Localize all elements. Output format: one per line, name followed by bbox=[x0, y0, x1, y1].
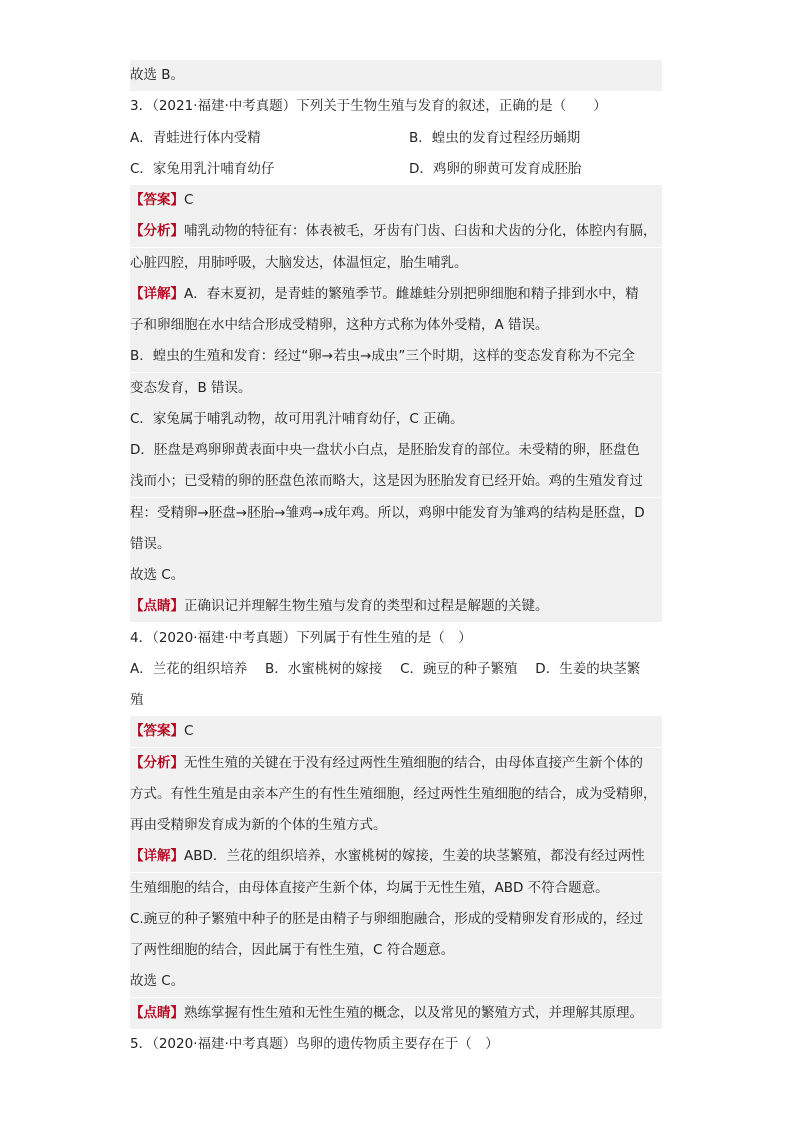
key-point-tag: 【点睛】 bbox=[130, 1005, 184, 1021]
question-4-answer bbox=[130, 716, 662, 747]
question-3-analysis-line-2: 心脏四腔，用肺呼吸，大脑发达，体温恒定，胎生哺乳。 bbox=[130, 248, 662, 279]
question-5-stem: 5．（2020·福建·中考真题）鸟卵的遗传物质主要存在于（ ） bbox=[130, 1036, 499, 1052]
question-3-detail-line-8: 程：受精卵→胚盘→胚胎→雏鸡→成年鸡。所以，鸡卵中能发育为雏鸡的结构是胚盘，D bbox=[130, 498, 662, 529]
question-4-detail-line-3: C.豌豆的种子繁殖中种子的胚是由精子与卵细胞融合，形成的受精卵发育形成的，经过 bbox=[130, 904, 662, 935]
answer-value: C bbox=[184, 723, 194, 739]
question-3-detail-line-9: 错误。 bbox=[130, 529, 662, 560]
answer-value: C bbox=[184, 192, 194, 208]
analysis-tag: 【分析】 bbox=[130, 755, 184, 771]
question-3-options-row-1 bbox=[130, 123, 662, 154]
question-4-options-line-1: A．兰花的组织培养 B．水蜜桃树的嫁接 C．豌豆的种子繁殖 D．生姜的块茎繁 bbox=[130, 661, 641, 677]
question-4-conclusion: 故选 C。 bbox=[130, 966, 662, 997]
question-4-stem: 4．（2020·福建·中考真题）下列属于有性生殖的是（ ） bbox=[130, 630, 472, 646]
question-3-option-c: C．家兔用乳汁哺育幼仔 bbox=[130, 161, 275, 177]
question-4-options-line-2: 殖 bbox=[130, 692, 144, 708]
question-3-option-d: D．鸡卵的卵黄可发育成胚胎 bbox=[409, 161, 582, 177]
answer-tag: 【答案】 bbox=[130, 192, 184, 208]
answer-tag: 【答案】 bbox=[130, 723, 184, 739]
question-4-analysis-line-1: 【分析】无性生殖的关键在于没有经过两性生殖细胞的结合，由母体直接产生新个体的 bbox=[130, 748, 662, 779]
question-3-detail-line-7: 浅而小；已受精的卵的胚盘色浓而略大，这是因为胚胎发育已经开始。鸡的生殖发育过 bbox=[130, 466, 662, 497]
question-4-analysis-line-2: 方式。有性生殖是由亲本产生的有性生殖细胞，经过两性生殖细胞的结合，成为受精卵， bbox=[130, 779, 662, 810]
detail-tag: 【详解】 bbox=[130, 848, 184, 864]
question-3-option-a: A．青蛙进行体内受精 bbox=[130, 130, 261, 146]
previous-answer-conclusion: 故选 B。 bbox=[130, 60, 662, 91]
question-4-detail-line-1: 【详解】ABD．兰花的组织培养，水蜜桃树的嫁接，生姜的块茎繁殖，都没有经过两性 bbox=[130, 841, 662, 872]
question-3-detail-line-2: 子和卵细胞在水中结合形成受精卵，这种方式称为体外受精，A 错误。 bbox=[130, 310, 662, 341]
question-3-detail-line-1: 【详解】A．春末夏初，是青蛙的繁殖季节。雌雄蛙分别把卵细胞和精子排到水中，精 bbox=[130, 279, 662, 310]
key-point-tag: 【点睛】 bbox=[130, 598, 184, 614]
question-4-detail-line-2: 生殖细胞的结合，由母体直接产生新个体，均属于无性生殖，ABD 不符合题意。 bbox=[130, 873, 662, 904]
question-4-detail-line-4: 了两性细胞的结合，因此属于有性生殖，C 符合题意。 bbox=[130, 935, 662, 966]
question-4-analysis-line-3: 再由受精卵发育成为新的个体的生殖方式。 bbox=[130, 810, 662, 841]
question-3-options-row-2 bbox=[130, 154, 662, 185]
question-3-detail-line-4: 变态发育，B 错误。 bbox=[130, 373, 662, 404]
question-3-analysis-line-1: 【分析】哺乳动物的特征有：体表被毛，牙齿有门齿、臼齿和犬齿的分化，体腔内有膈， bbox=[130, 216, 662, 247]
question-3-stem: 3．（2021·福建·中考真题）下列关于生物生殖与发育的叙述，正确的是（ ） bbox=[130, 98, 607, 114]
question-3-detail-line-3: B．蝗虫的生殖和发育：经过“卵→若虫→成虫”三个时期，这样的变态发育称为不完全 bbox=[130, 341, 662, 372]
question-3-detail-line-5: C．家兔属于哺乳动物，故可用乳汁哺育幼仔，C 正确。 bbox=[130, 404, 662, 435]
question-3-key-point: 【点睛】正确识记并理解生物生殖与发育的类型和过程是解题的关键。 bbox=[130, 591, 662, 622]
detail-tag: 【详解】 bbox=[130, 286, 184, 302]
question-3-option-b: B．蝗虫的发育过程经历蛹期 bbox=[409, 130, 581, 146]
question-3-conclusion: 故选 C。 bbox=[130, 560, 662, 591]
question-4-key-point: 【点睛】熟练掌握有性生殖和无性生殖的概念，以及常见的繁殖方式，并理解其原理。 bbox=[130, 998, 662, 1029]
question-3-detail-line-6: D．胚盘是鸡卵卵黄表面中央一盘状小白点，是胚胎发育的部位。未受精的卵，胚盘色 bbox=[130, 435, 662, 466]
question-3-answer bbox=[130, 185, 662, 216]
analysis-tag: 【分析】 bbox=[130, 223, 184, 239]
